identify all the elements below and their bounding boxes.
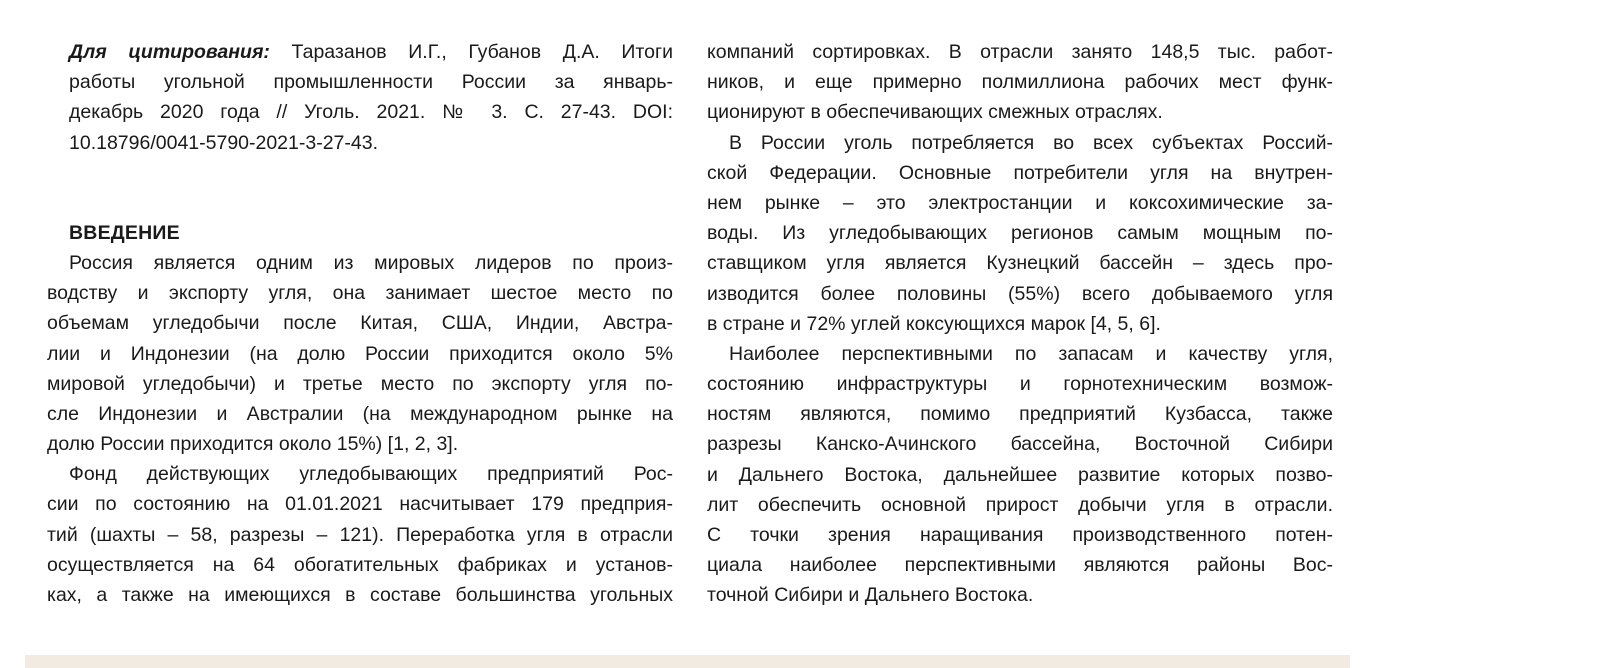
paragraph-line: разрезы Канско-Ачинского бассейна, Восточной Сибири: [707, 433, 1333, 456]
section-heading: ВВЕДЕНИЕ: [69, 221, 180, 244]
paragraph-line: циала наиболее перспективными являются районы Вос-: [707, 554, 1333, 577]
paragraph-line: водству и экспорту угля, она занимает шестое место по: [47, 282, 673, 305]
paragraph-line: в стране и 72% углей коксующихся марок [4, 5, 6].: [707, 312, 1161, 335]
paragraph-line: тий (шахты – 58, разрезы – 121). Переработка угля в отрасли: [47, 523, 673, 546]
paragraph-line: ской Федерации. Основные потребители угля на внутрен-: [707, 161, 1333, 184]
paragraph-line: ках, а также на имеющихся в составе большинства угольных: [47, 584, 673, 606]
paragraph-line: долю России приходится около 15%) [1, 2, 3].: [47, 433, 459, 456]
page-footer-band: [25, 655, 1350, 668]
citation-line-4: 10.18796/0041-5790-2021-3-27-43.: [69, 131, 379, 154]
paragraph-line: Фонд действующих угледобывающих предприятий Рос-: [69, 463, 673, 486]
paragraph-line: сле Индонезии и Австралии (на международном рынке на: [47, 402, 673, 425]
paragraph-line: объемам угледобычи после Китая, США, Индии, Австра-: [47, 312, 673, 335]
paragraph-line: С точки зрения наращивания производственного потен-: [707, 524, 1333, 546]
paragraph-line: Наиболее перспективными по запасам и качеству угля,: [729, 342, 1333, 365]
spacer: [47, 158, 673, 218]
paragraph-line: воды. Из угледобывающих регионов самым мощным по-: [707, 222, 1333, 245]
paragraph-line: компаний сортировках. В отрасли занято 148,5 тыс. работ-: [707, 41, 1333, 63]
citation-line-1: [69, 37, 673, 67]
paragraph-line: В России уголь потребляется во всех субъектах Россий-: [729, 131, 1333, 154]
paragraph: [707, 128, 1333, 339]
citation-label: Для цитирования:: [69, 41, 270, 63]
paragraph-line: и Дальнего Востока, дальнейшее развитие которых позво-: [707, 463, 1333, 486]
left-column: [47, 37, 673, 610]
paragraph-line: мировой угледобычи) и третье место по экспорту угля по-: [47, 372, 673, 395]
paragraph: [707, 339, 1333, 611]
paragraph-line: точной Сибири и Дальнего Востока.: [707, 584, 1034, 607]
paragraph-line: Россия является одним из мировых лидеров по произ-: [69, 251, 673, 274]
paragraph-line: сии по состоянию на 01.01.2021 насчитывает 179 предприя-: [47, 493, 673, 516]
citation-text: Таразанов И.Г., Губанов Д.А. Итоги: [269, 41, 673, 63]
paragraph-line: осуществляется на 64 обогатительных фабриках и установ-: [47, 553, 673, 576]
citation-block: [47, 37, 673, 158]
paragraph-line: ностям являются, помимо предприятий Кузбасса, также: [707, 403, 1333, 426]
paragraph-line: изводится более половины (55%) всего добываемого угля: [707, 282, 1333, 305]
paragraph-line: ников, и еще примерно полмиллиона рабочих мест функ-: [707, 71, 1333, 94]
paragraph: [47, 459, 673, 610]
paragraph: [707, 37, 1333, 128]
paragraph-line: лит обеспечить основной прирост добычи угля в отрасли.: [707, 493, 1333, 516]
paragraph-line: лии и Индонезии (на долю России приходится около 5%: [47, 342, 673, 365]
paragraph-line: ционируют в обеспечивающих смежных отраслях.: [707, 101, 1163, 124]
paragraph-line: нем рынке – это электростанции и коксохимические за-: [707, 191, 1333, 214]
citation-line-3: декабрь 2020 года // Уголь. 2021. № 3. С. 27-43. DOI:: [69, 101, 673, 124]
paragraph-line: ставщиком угля является Кузнецкий бассейн – здесь про-: [707, 252, 1333, 275]
citation-line-2: работы угольной промышленности России за январь-: [69, 71, 673, 94]
right-column: [707, 37, 1333, 611]
paragraph-line: состоянию инфраструктуры и горнотехническим возмож-: [707, 373, 1333, 396]
paragraph: [47, 248, 673, 459]
